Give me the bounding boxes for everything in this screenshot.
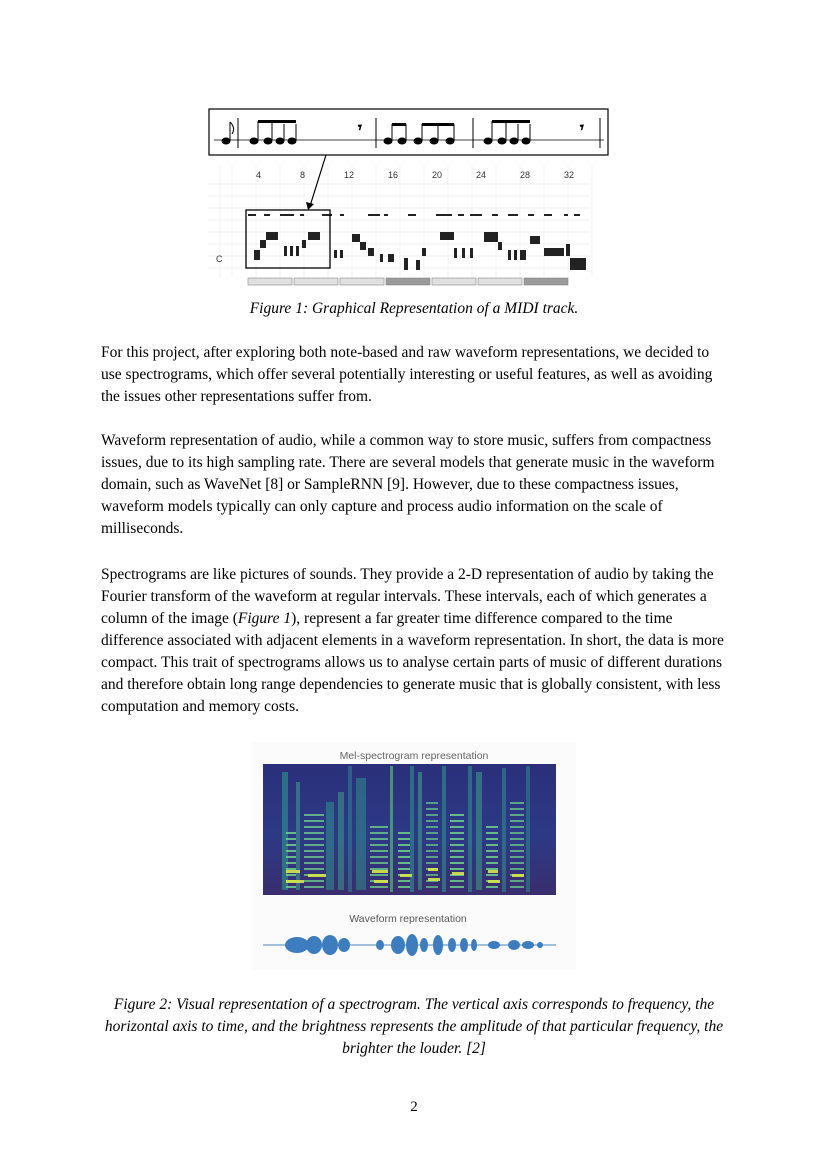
paragraph-3-text-a: Spectrograms are like pictures of sounds. They provide a 2-D representation of audio by taking the Fourier transform of the waveform at regular intervals. These intervals, each of which generates a column of the image ( [101, 566, 714, 627]
paragraph-2: Waveform representation of audio, while a common way to store music, suffers from compactness issues, due to its high sampling rate. There are several models that generate music in the waveform domain, such as WaveNet [8] or SampleRNN [9]. However, due to these compactness issues, waveform models typically can only capture and process audio information on the scale of milliseconds. [101, 432, 715, 537]
figure-1-midi-image [208, 108, 610, 290]
pointer-arrow [310, 155, 326, 206]
midi-note-blocks [248, 214, 586, 270]
waveform-title: Waveform representation [349, 913, 467, 925]
svg-text:𝄾: 𝄾 [580, 119, 584, 135]
figure-2-caption: Figure 2: Visual representation of a spectrogram. The vertical axis corresponds to frequency, the horizontal axis to time, and the brightness represents the amplitude of that particular frequency, the brighter the louder. [2] [104, 996, 724, 1057]
bar-number: 16 [388, 170, 399, 180]
svg-text:𝄾: 𝄾 [358, 119, 362, 135]
bar-number: 20 [432, 170, 443, 180]
figure-2-spectrogram-image [252, 742, 576, 970]
paragraph-3-text-b: ), represent a far greater time difference compared to the time difference associated with adjacent elements in a waveform representation. In short, the data is more compact. This trait of spectrograms allows us to analyse certain parts of music of different durations and therefore obtain long range dependencies to generate music that is globally consistent, with less computation and memory costs. [101, 610, 724, 715]
bar-number: 28 [520, 170, 531, 180]
piano-roll-grid [208, 166, 592, 278]
bar-number-labels [256, 170, 574, 180]
score-frame [209, 109, 608, 155]
bar-number: 12 [344, 170, 355, 180]
bar-number: 4 [256, 170, 262, 180]
bar-number: 24 [476, 170, 487, 180]
bar-number: 32 [564, 170, 575, 180]
figure-1-caption: Figure 1: Graphical Representation of a MIDI track. [249, 300, 579, 317]
pitch-label: C [216, 254, 223, 264]
paragraph-3 [101, 564, 731, 718]
arrow-head [306, 202, 314, 210]
bar-strip [248, 278, 568, 285]
page-number: 2 [410, 1099, 418, 1115]
spectrogram-title: Mel-spectrogram representation [339, 750, 489, 762]
paragraph-1: For this project, after exploring both note-based and raw waveform representations, we decided to use spectrograms, which offer several potentially interesting or useful features, as well as avoiding the issues other representations suffer from. [101, 344, 713, 405]
bar-number: 8 [300, 170, 306, 180]
figure-reference: Figure 1 [237, 610, 292, 627]
